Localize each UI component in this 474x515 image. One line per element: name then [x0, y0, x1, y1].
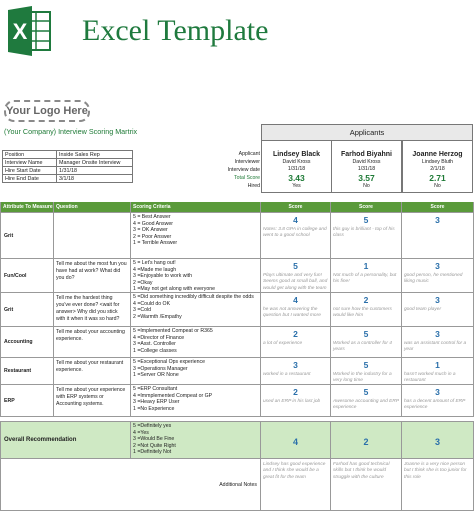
interview-date-label: Interview date — [227, 167, 260, 173]
criteria-list — [131, 293, 260, 321]
score-cell[interactable] — [402, 358, 474, 384]
score-value: 3 — [435, 215, 440, 225]
question-cell[interactable] — [54, 213, 131, 258]
criteria-cell — [131, 385, 261, 416]
criteria-line: 4 = Good Answer — [133, 220, 173, 227]
criteria-list — [131, 213, 260, 248]
applicant-field-labels — [180, 150, 260, 190]
score-value: 5 — [363, 329, 369, 339]
table-row — [0, 213, 474, 259]
criteria-line: 3 =Asst. Controller — [133, 341, 176, 348]
criteria-column-header: Scoring Criteria — [131, 202, 261, 212]
score-cell[interactable] — [331, 293, 402, 326]
criteria-cell — [131, 358, 261, 384]
score-cell[interactable] — [331, 385, 402, 416]
info-row — [3, 159, 133, 167]
info-value[interactable]: Manager Onsite Interview — [57, 159, 133, 167]
additional-notes-label: Additional Notes — [219, 481, 257, 488]
score-value: 5 — [363, 215, 369, 225]
grid-header-row — [0, 202, 474, 213]
notes-cell[interactable] — [261, 459, 331, 510]
criteria-line: 4 =Director of Finance — [133, 334, 185, 341]
criteria-list — [131, 422, 260, 457]
attribute-cell — [0, 293, 54, 326]
score-note: good team player — [404, 307, 442, 312]
score-note: Plays ultimate and very fun! Seems good at small ball, and would get along with the team — [263, 273, 328, 291]
company-subtitle: (Your Company) Interview Scoring Martrix — [4, 127, 138, 136]
score-note: he was not answering the question but I wanted more — [263, 307, 321, 319]
interview-date[interactable]: 2/1/18 — [430, 166, 445, 172]
criteria-cell — [131, 213, 261, 258]
attribute-label: Grit — [4, 306, 14, 313]
question-cell[interactable] — [54, 385, 131, 416]
score-cell[interactable] — [402, 422, 474, 458]
score-note: was an assistant control for a year — [404, 341, 467, 353]
score-note: this guy is brilliant - top of his class — [333, 227, 395, 239]
attribute-cell — [0, 327, 54, 357]
question-text: Tell me about your accounting experience. — [56, 329, 125, 342]
score-value: 4 — [293, 215, 298, 225]
criteria-line: 3 =Operations Manager — [133, 365, 188, 372]
criteria-line: 5 =ERP Consultant — [133, 386, 178, 392]
score-value: 3 — [434, 437, 440, 447]
criteria-list — [131, 358, 260, 380]
score-note: Not much of a personality, but his fine! — [333, 273, 397, 285]
additional-note: Joanne is a very nice person but I think she is too junior for this role — [404, 462, 467, 480]
attribute-cell — [0, 213, 54, 258]
score-cell[interactable] — [331, 422, 402, 458]
question-column-header: Question — [54, 202, 131, 212]
hired-label: Hired — [247, 183, 260, 189]
criteria-line: 3 = OK Answer — [133, 227, 168, 234]
score-cell[interactable] — [402, 293, 474, 326]
score-cell[interactable] — [261, 385, 331, 416]
info-label: Hire Start Date — [3, 167, 57, 175]
score-note: worked in a restaurant — [263, 372, 311, 377]
attribute-label: Grit — [4, 232, 14, 239]
criteria-list — [131, 259, 260, 292]
score-note: used an ERP in his last job — [263, 399, 321, 404]
info-label: Position — [3, 151, 57, 159]
criteria-line: 1 =Server OR None — [133, 372, 179, 379]
score-column-header: Score — [331, 202, 402, 212]
attribute-column-header: Attribute To Measure — [0, 202, 54, 212]
info-row — [3, 167, 133, 175]
score-note: not sure how the customers would like him — [333, 307, 392, 319]
criteria-line: 5 = Best Answer — [133, 214, 171, 220]
criteria-cell — [131, 327, 261, 357]
score-value: 2 — [293, 329, 298, 339]
criteria-line: 2 =Okay — [133, 279, 153, 286]
criteria-cell — [131, 293, 261, 326]
criteria-line: 1 =College classes — [133, 347, 177, 354]
score-cell[interactable] — [402, 259, 474, 292]
score-note: Notes: 3.8 GPA in college and went to a good school — [263, 227, 327, 239]
table-row — [0, 385, 474, 417]
attribute-cell — [0, 358, 54, 384]
info-value[interactable]: 3/1/18 — [57, 175, 133, 183]
applicants-header: Applicants — [261, 124, 473, 141]
question-text: Tell me about your restaurant experience. — [56, 360, 124, 373]
criteria-line: 2 = Poor Answer — [133, 233, 172, 240]
score-cell[interactable] — [261, 213, 331, 258]
total-score: 2.71 — [429, 173, 446, 183]
score-cell[interactable] — [261, 327, 331, 357]
criteria-cell — [131, 422, 261, 458]
score-cell[interactable] — [331, 259, 402, 292]
excel-logo-icon — [6, 6, 52, 56]
applicant-column — [261, 141, 332, 193]
score-cell[interactable] — [402, 213, 474, 258]
criteria-line: 3 =Heavy ERP User — [133, 399, 180, 406]
applicant-name[interactable]: Joanne Herzog — [412, 151, 463, 158]
applicant-column — [402, 141, 473, 193]
attribute-label: Restaurant — [4, 368, 32, 374]
score-cell[interactable] — [402, 327, 474, 357]
criteria-line: 1 =Definitely Not — [133, 449, 172, 456]
overall-recommendation-row — [0, 422, 474, 459]
score-note: hasn't worked much in a restaurant — [404, 372, 456, 384]
overall-label: Overall Recommendation — [4, 437, 77, 443]
score-note: good person, he mentioned liking music — [404, 273, 463, 285]
criteria-line: 5 =Exceptional Ops experience — [133, 359, 205, 365]
excel-logo-letter: X — [12, 19, 28, 44]
score-cell[interactable] — [402, 385, 474, 416]
info-value[interactable]: Inside Sales Rep — [57, 151, 133, 159]
score-column-header: Score — [261, 202, 331, 212]
score-note: Worked in the industry for a very long time — [333, 372, 392, 384]
question-cell[interactable] — [54, 358, 131, 384]
score-cell[interactable] — [261, 293, 331, 326]
attribute-label: Accounting — [4, 339, 33, 345]
additional-note: Farhod has good technical skills but I think he would struggle with the culture — [333, 462, 390, 480]
score-value: 3 — [435, 295, 440, 305]
criteria-line: 5 =Implemented Compeat or R365 — [133, 328, 213, 334]
info-value[interactable]: 1/31/18 — [57, 167, 133, 175]
criteria-line: 5 = Let's hang out! — [133, 260, 176, 266]
criteria-line: 3 =Enjoyable to work with — [133, 273, 192, 280]
criteria-line: 1 = Terrible Answer — [133, 240, 178, 247]
score-cell[interactable] — [261, 358, 331, 384]
question-text: Tell me the hardest thing you've ever done? <wait for answer> Why did you stick with it when it was so hard? — [56, 295, 120, 322]
logo-placeholder: Your Logo Here — [4, 100, 90, 122]
score-value: 4 — [292, 437, 298, 447]
table-row — [0, 358, 474, 385]
score-note: has a decent amount of ERP experience — [404, 399, 466, 411]
score-note: a lot of experience — [263, 341, 303, 346]
criteria-line: 5 =Definitely yes — [133, 423, 172, 429]
total-score: 3.43 — [288, 173, 305, 183]
criteria-line: 2 =Warmth /Empathy — [133, 313, 182, 320]
question-text: Tell me about your experience with ERP systems or Accounting systems. — [56, 387, 126, 407]
page-title: Excel Template — [82, 14, 269, 47]
applicant-column — [331, 141, 402, 193]
info-label: Interview Name — [3, 159, 57, 167]
hired-status[interactable]: Yes — [292, 183, 301, 189]
interviewer-name[interactable]: David Kross — [282, 159, 311, 165]
hired-status[interactable]: No — [434, 183, 441, 189]
criteria-line: 5 =Did something incredibly difficult despite the odds — [133, 294, 254, 300]
applicant-name[interactable]: Lindsey Black — [272, 151, 321, 158]
interview-info-table — [2, 150, 133, 183]
scoring-grid — [0, 202, 474, 512]
score-value: 2 — [363, 437, 369, 447]
applicant-label: Applicant — [238, 151, 260, 157]
table-row — [0, 327, 474, 358]
attribute-cell — [0, 385, 54, 416]
score-cell[interactable] — [331, 327, 402, 357]
interviewer-name[interactable]: Lindsey Bluth — [421, 159, 454, 165]
criteria-list — [131, 385, 260, 413]
score-value: 4 — [293, 295, 298, 305]
score-value: 1 — [435, 360, 440, 370]
hired-status[interactable]: No — [363, 183, 370, 189]
score-value: 2 — [293, 387, 298, 397]
applicant-name[interactable]: Farhod Biyahni — [341, 151, 392, 158]
table-row — [0, 293, 474, 327]
criteria-line: 1 =No Experience — [133, 405, 175, 412]
criteria-line: 4 =Made me laugh — [133, 266, 177, 273]
score-value: 3 — [293, 360, 298, 370]
total-score-label: Total Score — [234, 175, 260, 181]
overall-label-cell — [0, 422, 131, 458]
additional-notes-row — [0, 459, 474, 511]
notes-cell[interactable] — [331, 459, 402, 510]
criteria-line: 4 =Immplemented Compeat or GP — [133, 392, 213, 399]
notes-cell[interactable] — [402, 459, 474, 510]
criteria-line: 3 =Cold — [133, 307, 152, 314]
question-cell[interactable] — [54, 293, 131, 326]
interviewer-name[interactable]: David Kross — [352, 159, 381, 165]
score-value: 3 — [435, 329, 440, 339]
table-row — [0, 259, 474, 293]
score-value: 5 — [363, 360, 369, 370]
question-cell[interactable] — [54, 259, 131, 292]
score-note: Worked as a controller for 4 years — [333, 341, 392, 353]
score-value: 5 — [293, 261, 298, 271]
criteria-line: 4 =Yes — [133, 429, 149, 436]
criteria-line: 4 =Could do OK — [133, 300, 171, 307]
score-value: 3 — [435, 387, 440, 397]
attribute-cell — [0, 259, 54, 292]
score-value: 1 — [363, 261, 369, 271]
info-label: Hire End Date — [3, 175, 57, 183]
criteria-cell — [131, 259, 261, 292]
interview-date[interactable]: 1/31/18 — [287, 166, 306, 172]
info-row — [3, 151, 133, 159]
total-score: 3.57 — [358, 173, 375, 183]
score-note: Awesome accounting and ERP experience — [333, 399, 399, 411]
criteria-line: 2 =Not Quite Right — [133, 442, 176, 449]
score-cell[interactable] — [261, 422, 331, 458]
score-cell[interactable] — [261, 259, 331, 292]
question-text: Tell me about the most fun you have had at work? What did you do? — [56, 261, 127, 281]
score-value: 2 — [363, 295, 369, 305]
interviewer-label: Interviewer — [234, 159, 260, 165]
criteria-line: 3 =Would Be Fine — [133, 436, 175, 443]
score-value: 3 — [435, 261, 440, 271]
score-cell[interactable] — [331, 358, 402, 384]
question-text — [54, 213, 130, 217]
score-cell[interactable] — [331, 213, 402, 258]
attribute-label: Fun/Cool — [4, 272, 27, 279]
criteria-list — [131, 327, 260, 355]
score-value: 5 — [363, 387, 369, 397]
additional-note: Lindsey has good experience and I think she would be a great fit for the team — [263, 462, 326, 480]
attribute-label: ERP — [4, 397, 15, 404]
score-column-header: Score — [402, 202, 474, 212]
interview-date[interactable]: 1/31/18 — [357, 166, 376, 172]
question-cell[interactable] — [54, 327, 131, 357]
info-row — [3, 175, 133, 183]
page-header — [0, 0, 474, 70]
additional-notes-label-cell — [0, 459, 261, 510]
criteria-line: 1 =May not get along with everyone — [133, 286, 216, 292]
